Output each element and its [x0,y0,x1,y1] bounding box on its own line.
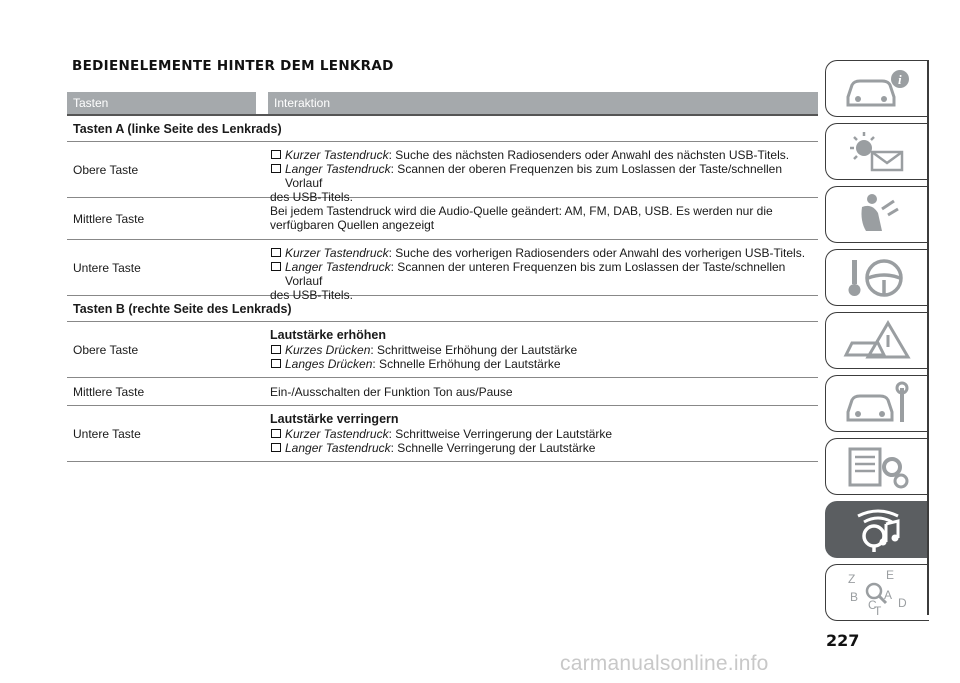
checkbox-bullet-icon [271,359,281,368]
row-value: Kurzer Tastendruck: Suche des vorherigen Radiosenders oder Anwahl des vorherigen USB-Titels. Langer Tastendruck: Scannen der unteren Frequenzen bis zum Loslassen der Taste/schnellen Vorlauf des USB-Titels. [268,240,818,295]
list-item: Kurzer Tastendruck: Schrittweise Verringerung der Lautstärke [270,427,812,441]
checkbox-bullet-icon [271,345,281,354]
index-letter: C [867,597,877,612]
checkbox-bullet-icon [271,248,281,257]
table-row [67,198,818,240]
list-item: Langes Drücken: Schnelle Erhöhung der Lautstärke [270,357,812,371]
index-letter: A [883,587,892,602]
tab-technical-data[interactable] [825,438,929,495]
row-key: Obere Taste [73,162,139,177]
table-header [67,92,818,114]
technical-data-icon [838,443,918,491]
row-subheading: Lautstärke erhöhen [270,328,387,342]
row-value: Kurzer Tastendruck: Suche des nächsten Radiosenders oder Anwahl des nächsten USB-Titels. Langer Tastendruck: Scannen der oberen Frequenzen bis zum Loslassen der Taste/schnellen Vorlauf des USB-Titels. [268,142,818,197]
tab-car-info[interactable] [825,60,929,117]
index-letter: D [897,595,907,610]
controls-table [67,92,818,462]
row-key: Mittlere Taste [73,211,145,226]
tab-border-line [927,60,929,615]
list-item: Langer Tastendruck: Schnelle Verringerung der Lautstärke [270,441,812,455]
row-subheading: Lautstärke verringern [270,412,399,426]
warning-lights-icon [838,128,918,176]
row-key: Untere Taste [73,260,141,275]
row-key: Untere Taste [73,426,141,441]
index-letter: E [885,568,894,582]
maintenance-icon [838,380,918,428]
list-item: Langer Tastendruck: Scannen der oberen Frequenzen bis zum Loslassen der Taste/schnellen Vorlauf [270,162,812,190]
index-icon [838,569,918,617]
header-interaktion: Interaktion [268,92,818,114]
row-key: Obere Taste [73,342,139,357]
chapter-tabs [825,60,929,627]
svg-text:i: i [897,71,902,87]
list-item: Kurzer Tastendruck: Suche des vorherigen Radiosenders oder Anwahl des vorherigen USB-Titels. [270,246,812,260]
tab-emergency[interactable] [825,312,929,369]
index-letter: T [873,603,881,617]
section-heading-a: Tasten A (linke Seite des Lenkrads) [67,116,818,142]
tab-seat-safety[interactable] [825,186,929,243]
checkbox-bullet-icon [271,262,281,271]
list-item: Langer Tastendruck: Scannen der unteren Frequenzen bis zum Loslassen der Taste/schnellen Vorlauf [270,260,812,288]
row-key: Mittlere Taste [73,384,145,399]
section-heading-b: Tasten B (rechte Seite des Lenkrads) [67,296,818,322]
index-letter: Z [847,571,855,586]
checkbox-bullet-icon [271,164,281,173]
header-tasten: Tasten [67,92,256,114]
emergency-icon [838,317,918,365]
row-value [268,406,818,461]
index-letter: B [849,589,858,604]
tab-maintenance[interactable] [825,375,929,432]
row-value [268,322,818,377]
checkbox-bullet-icon [271,429,281,438]
row-value: Bei jedem Tastendruck wird die Audio-Quelle geändert: AM, FM, DAB, USB. Es werden nur die verfügbaren Quellen angezeigt [270,204,773,232]
tab-multimedia[interactable] [825,501,929,558]
table-row [67,142,818,204]
tab-warning-lights[interactable] [825,123,929,180]
checkbox-bullet-icon [271,443,281,452]
checkbox-bullet-icon [271,150,281,159]
table-row [67,406,818,462]
key-steering-icon [838,254,918,302]
list-item: Kurzes Drücken: Schrittweise Erhöhung der Lautstärke [270,343,812,357]
list-item: Kurzer Tastendruck: Suche des nächsten Radiosenders oder Anwahl des nächsten USB-Titels. [270,148,812,162]
tab-index[interactable] [825,564,929,621]
page-title: BEDIENELEMENTE HINTER DEM LENKRAD [72,58,394,74]
multimedia-icon [838,506,918,554]
table-row [67,378,818,406]
table-row [67,240,818,302]
table-row [67,322,818,378]
tab-key-steering[interactable] [825,249,929,306]
seat-safety-icon [838,191,918,239]
watermark: carmanualsonline.info [560,652,769,675]
page-number: 227 [826,631,860,650]
row-value: Ein-/Ausschalten der Funktion Ton aus/Pause [270,384,513,399]
car-info-icon [838,65,918,113]
